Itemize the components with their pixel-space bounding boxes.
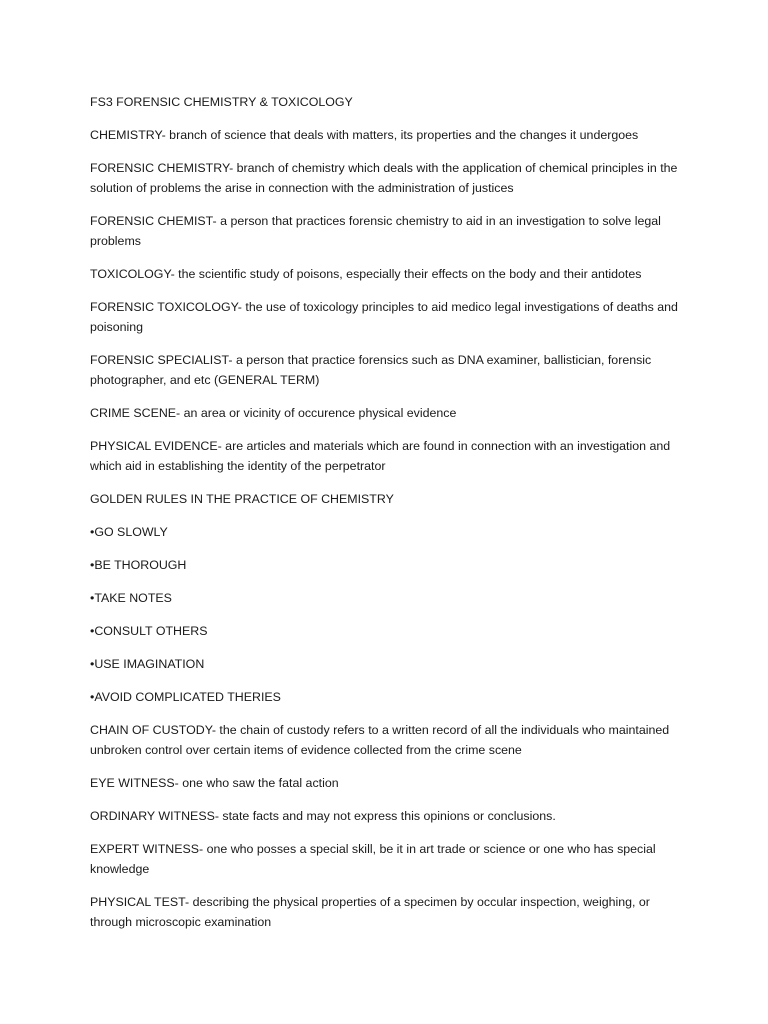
rule-item (90, 654, 690, 674)
golden-rules-heading (90, 489, 690, 509)
document-title: FS3 FORENSIC CHEMISTRY & TOXICOLOGY (90, 95, 353, 109)
rule-item (90, 522, 690, 542)
definition-chain-of-custody: CHAIN OF CUSTODY- the chain of custody refers to a written record of all the individuals who maintained unbroken control over certain items of evidence collected from the crime scene (90, 723, 670, 757)
bullet-icon: • (90, 690, 95, 704)
rule-text: BE THOROUGH (94, 558, 187, 572)
bullet-icon: • (90, 624, 95, 638)
definition-expert-witness: EXPERT WITNESS- one who posses a special skill, be it in art trade or science or one who has special knowledge (90, 842, 656, 876)
rule-item (90, 687, 690, 707)
definition-toxicology: TOXICOLOGY- the scientific study of poisons, especially their effects on the body and their antidotes (90, 267, 642, 281)
bullet-icon: • (90, 525, 95, 539)
rule-text: USE IMAGINATION (94, 657, 205, 671)
definition-chemistry: CHEMISTRY- branch of science that deals with matters, its properties and the changes it undergoes (90, 128, 639, 142)
rule-text: TAKE NOTES (94, 591, 172, 605)
document-body (90, 92, 690, 945)
bullet-icon: • (90, 558, 95, 572)
definition-physical-test: PHYSICAL TEST- describing the physical properties of a specimen by occular inspection, weighing, or through microscopic examination (90, 895, 650, 929)
definition-forensic-chemistry: FORENSIC CHEMISTRY- branch of chemistry which deals with the application of chemical principles in the solution of problems the arise in connection with the administration of justices (90, 161, 678, 195)
bullet-icon: • (90, 591, 95, 605)
definition-forensic-specialist: FORENSIC SPECIALIST- a person that practice forensics such as DNA examiner, ballistician, forensic photographer, and etc (GENERAL TERM) (90, 353, 652, 387)
rule-item (90, 621, 690, 641)
rule-item (90, 555, 690, 575)
definition-ordinary-witness: ORDINARY WITNESS- state facts and may not express this opinions or conclusions. (90, 809, 556, 823)
definition-forensic-chemist: FORENSIC CHEMIST- a person that practices forensic chemistry to aid in an investigation to solve legal problems (90, 214, 661, 248)
bullet-icon: • (90, 657, 95, 671)
rule-text: GO SLOWLY (94, 525, 168, 539)
rule-text: AVOID COMPLICATED THERIES (94, 690, 281, 704)
definition-crime-scene: CRIME SCENE- an area or vicinity of occurence physical evidence (90, 406, 457, 420)
definition-eye-witness: EYE WITNESS- one who saw the fatal action (90, 776, 339, 790)
rule-item (90, 588, 690, 608)
rule-text: CONSULT OTHERS (94, 624, 208, 638)
definition-forensic-toxicology: FORENSIC TOXICOLOGY- the use of toxicology principles to aid medico legal investigations of deaths and poisoning (90, 300, 678, 334)
golden-rules-heading-text: GOLDEN RULES IN THE PRACTICE OF CHEMISTRY (90, 492, 394, 506)
definition-physical-evidence: PHYSICAL EVIDENCE- are articles and materials which are found in connection with an investigation and which aid in establishing the identity of the perpetrator (90, 439, 671, 473)
